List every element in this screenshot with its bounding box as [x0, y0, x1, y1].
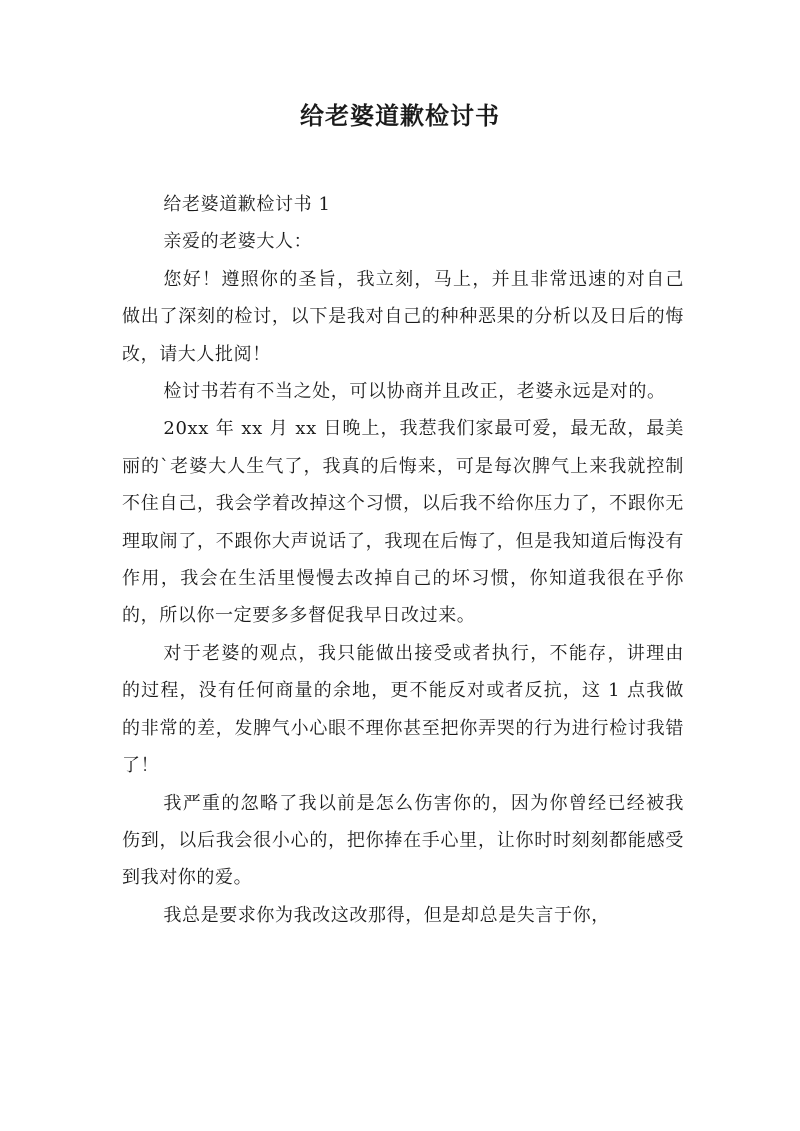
paragraph: 我总是要求你为我改这改那得，但是却总是失言于你， — [163, 904, 610, 926]
document-title: 给老婆道歉检讨书 — [300, 102, 500, 130]
paragraph: 我严重的忽略了我以前是怎么伤害你的，因为你曾经已经被我伤到，以后我会很小心的，把你捧在手心里，让你时时刻刻都能感受到我对你的爱。 — [122, 792, 684, 889]
paragraph: 您好！遵照你的圣旨，我立刻，马上，并且非常迅速的对自己做出了深刻的检讨，以下是我对自己的种种恶果的分析以及日后的悔改，请大人批阅！ — [122, 268, 684, 365]
paragraph-heading: 给老婆道歉检讨书 1 — [163, 194, 331, 215]
paragraph: 对于老婆的观点，我只能做出接受或者执行，不能存，讲理由的过程，没有任何商量的余地，更不能反对或者反抗，这 1 点我做的非常的差，发脾气小心眼不理你甚至把你弄哭的行为进行检讨我错了！ — [122, 642, 684, 777]
document-body — [122, 186, 684, 934]
paragraph: 20xx 年 xx 月 xx 日晚上，我惹我们家最可爱，最无敌，最美丽的`老婆大人生气了，我真的后悔来，可是每次脾气上来我就控制不住自己，我会学着改掉这个习惯，以后我不给你压力了，不跟你无理取闹了，不跟你大声说话了，我现在后悔了，但是我知道后悔没有作用，我会在生活里慢慢去改掉自己的坏习惯，你知道我很在乎你的，所以你一定要多多督促我早日改过来。 — [122, 418, 684, 627]
paragraph-salutation: 亲爱的老婆大人： — [163, 231, 313, 253]
paragraph: 检讨书若有不当之处，可以协商并且改正，老婆永远是对的。 — [163, 381, 666, 403]
